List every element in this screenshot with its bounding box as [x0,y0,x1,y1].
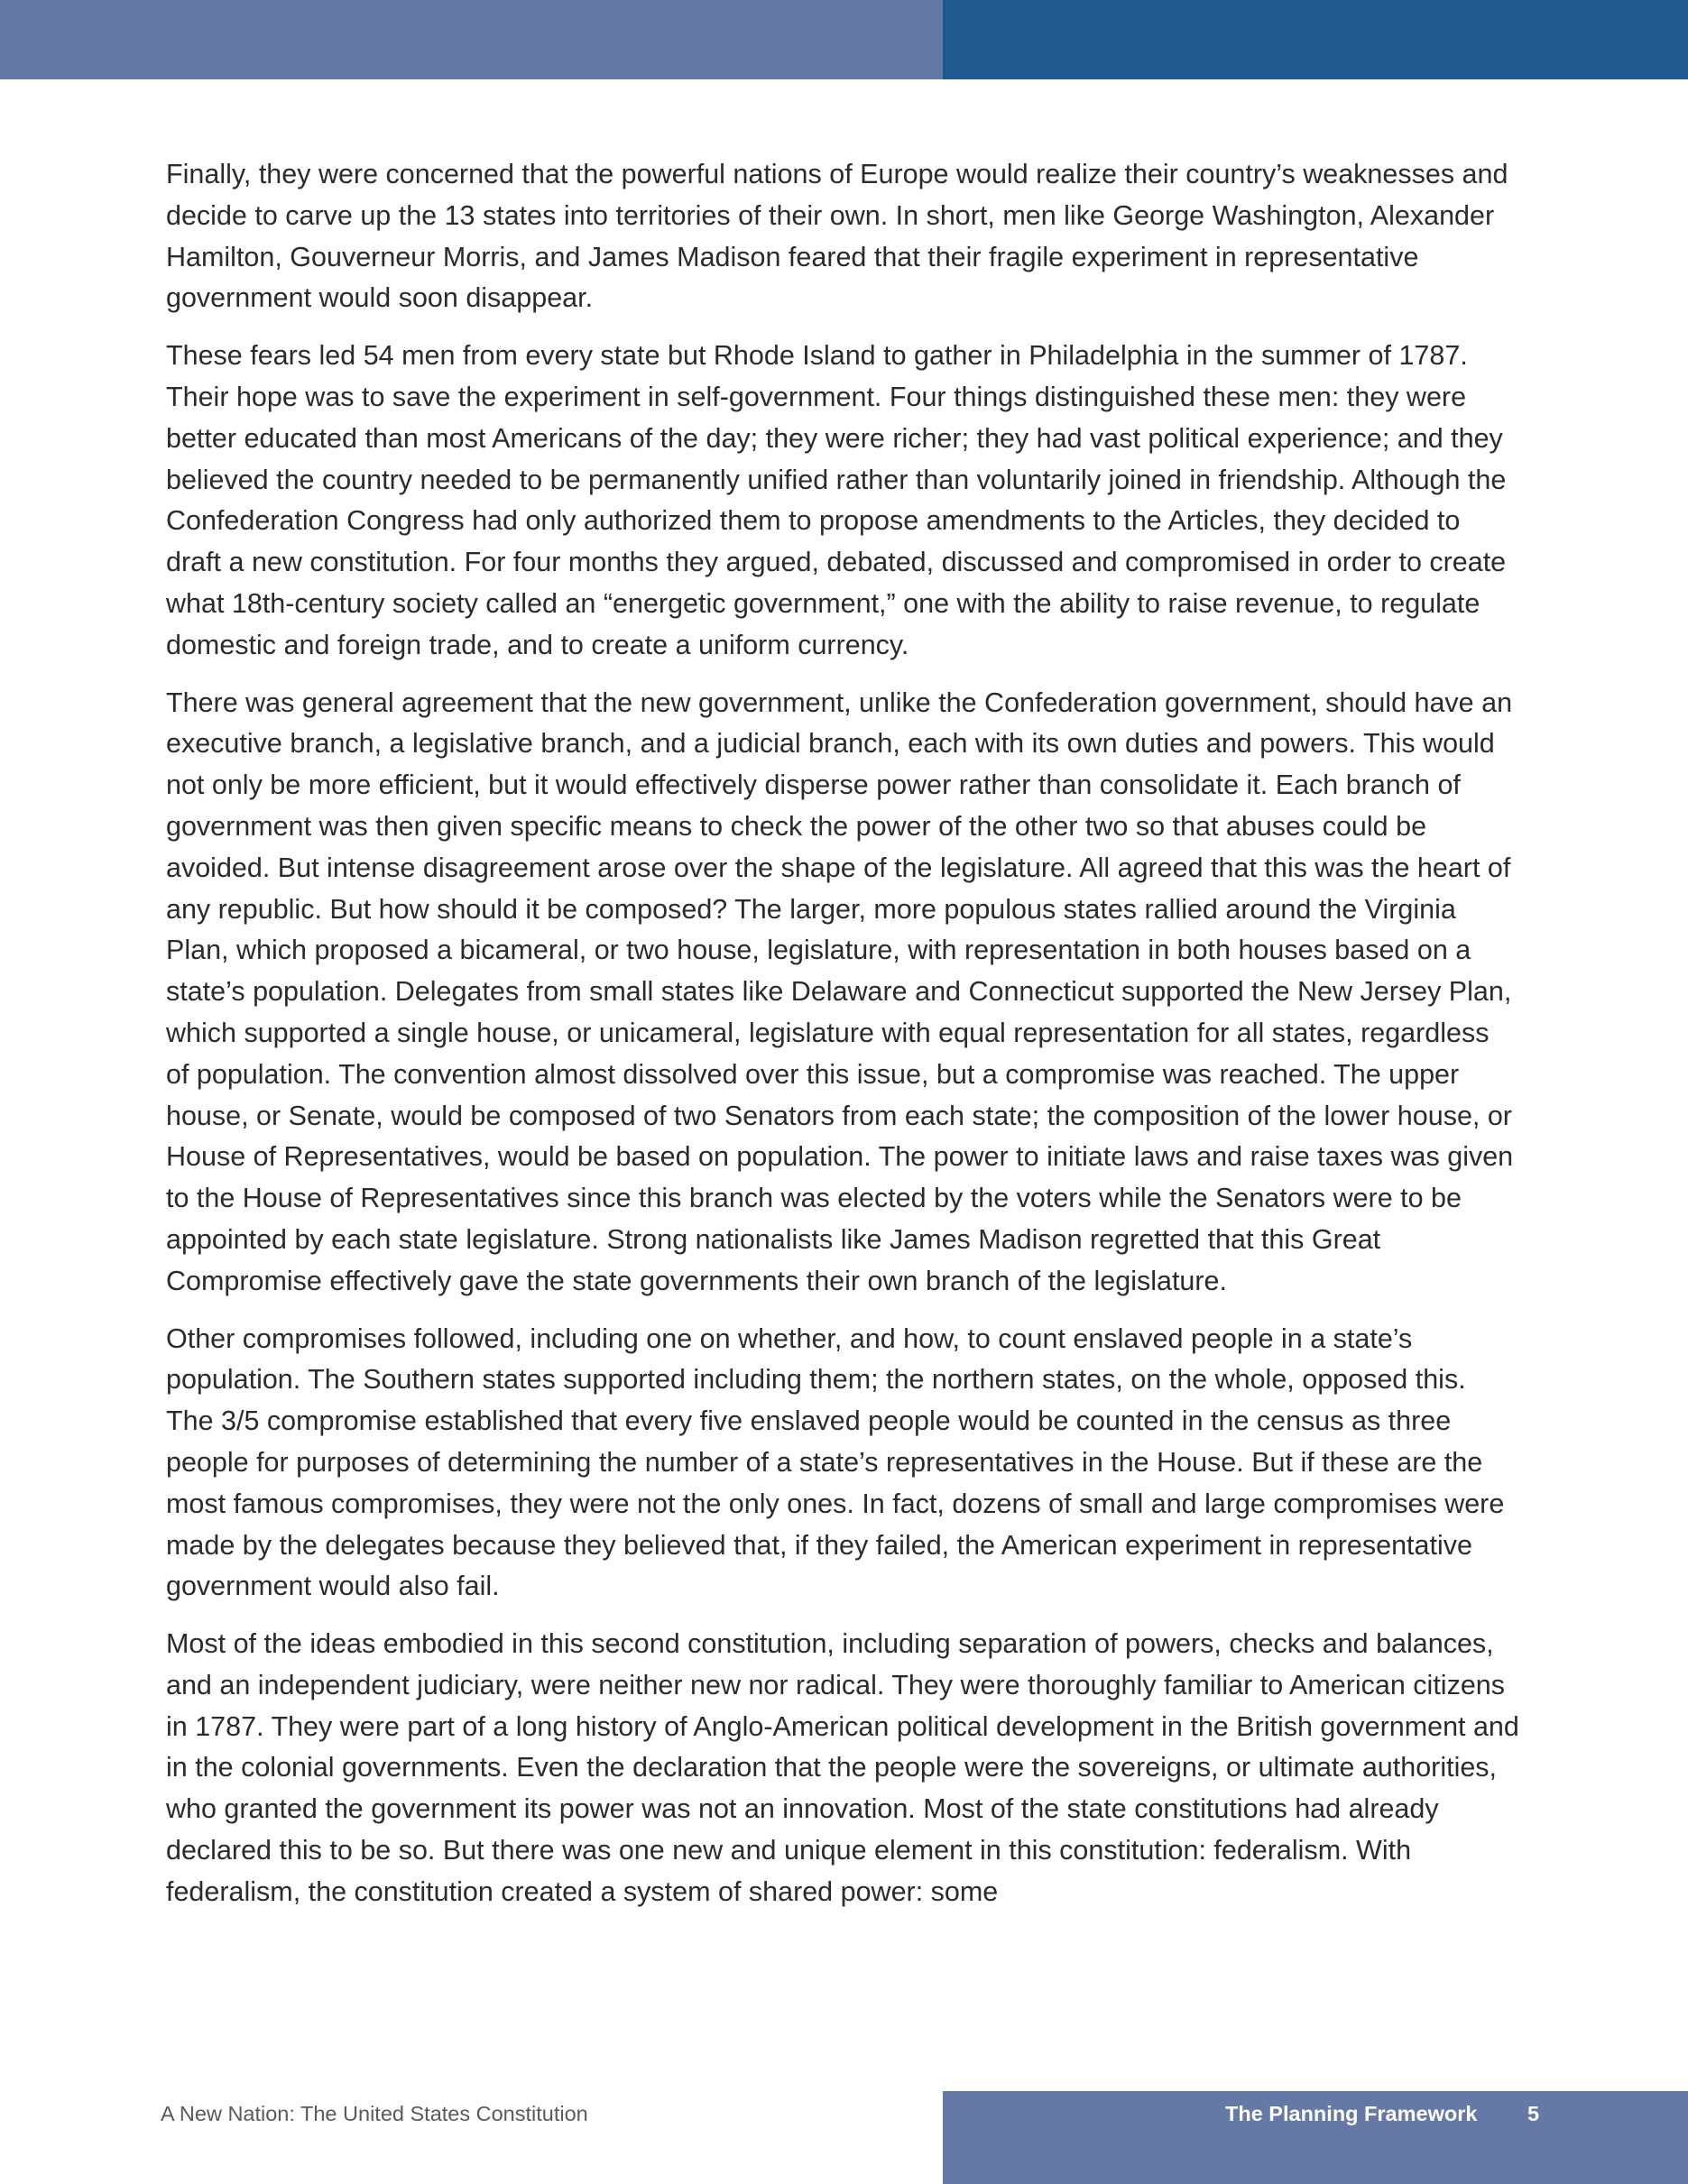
paragraph-1: Finally, they were concerned that the powerful nations of Europe would realize their country’s weaknesses and decide to carve up the 13 states into territories of their own. In short, men like George Washington, Alexander Hamilton, Gouverneur Morris, and James Madison feared that their fragile experiment in representative government would soon disappear. [166,159,1508,314]
footer-bar [943,2091,1688,2184]
header-bar-right [943,0,1688,79]
page-number: 5 [1527,2102,1540,2125]
paragraph-5: Most of the ideas embodied in this second constitution, including separation of powers, checks and balances, and an independent judiciary, were neither new nor radical. They were thoroughly familiar to American citizens in 1787. They were part of a long history of Anglo-American political development in the British government and in the colonial governments. Even the declaration that the people were the sovereigns, or ultimate authorities, who granted the government its power was not an innovation. Most of the state constitutions had already declared this to be so. But there was one new and unique element in this constitution: federalism. With federalism, the constitution created a system of shared power: some [166,1628,1519,1907]
footer-document-title: A New Nation: The United States Constitution [161,2102,588,2125]
footer-section-title: The Planning Framework [1225,2102,1478,2125]
header-bar-left [0,0,943,79]
paragraph-4: Other compromises followed, including one on whether, and how, to count enslaved people in a state’s population. The Southern states supported including them; the northern states, on the whole, opposed this. The 3/5 compromise established that every five enslaved people would be counted in the census as three people for purposes of determining the number of a state’s representatives in the House. But if these are the most famous compromises, they were not the only ones. In fact, dozens of small and large compromises were made by the delegates because they believed that, if they failed, the American experiment in representative government would also fail. [166,1322,1505,1602]
paragraph-3: There was general agreement that the new government, unlike the Confederation government, should have an executive branch, a legislative branch, and a judicial branch, each with its own duties and powers. This would not only be more efficient, but it would effectively disperse power rather than consolidate it. Each branch of government was then given specific means to check the power of the other two so that abuses could be avoided. But intense disagreement arose over the shape of the legislature. All agreed that this was the heart of any republic. But how should it be composed? The larger, more populous states rallied around the Virginia Plan, which proposed a bicameral, or two house, legislature, with representation in both houses based on a state’s population. Delegates from small states like Delaware and Connecticut supported the New Jersey Plan, which supported a single house, or unicameral, legislature with equal representation for all states, regardless of population. The convention almost dissolved over this issue, but a compromise was reached. The upper house, or Senate, would be composed of two Senators from each state; the composition of the lower house, or House of Representatives, would be based on population. The power to initiate laws and raise taxes was given to the House of Representatives since this branch was elected by the voters while the Senators were to be appointed by each state legislature. Strong nationalists like James Madison regretted that this Great Compromise effectively gave the state governments their own branch of the legislature. [166,687,1514,1296]
body-text [166,154,1519,1930]
paragraph-2: These fears led 54 men from every state but Rhode Island to gather in Philadelphia in the summer of 1787. Their hope was to save the experiment in self-government. Four things distinguished these men: they were better educated than most Americans of the day; they were richer; they had vast political experience; and they believed the country needed to be permanently unified rather than voluntarily joined in friendship. Although the Confederation Congress had only authorized them to propose amendments to the Articles, they decided to draft a new constitution. For four months they argued, debated, discussed and compromised in order to create what 18th-century society called an “energetic government,” one with the ability to raise revenue, to regulate domestic and foreign trade, and to create a uniform currency. [166,340,1507,660]
